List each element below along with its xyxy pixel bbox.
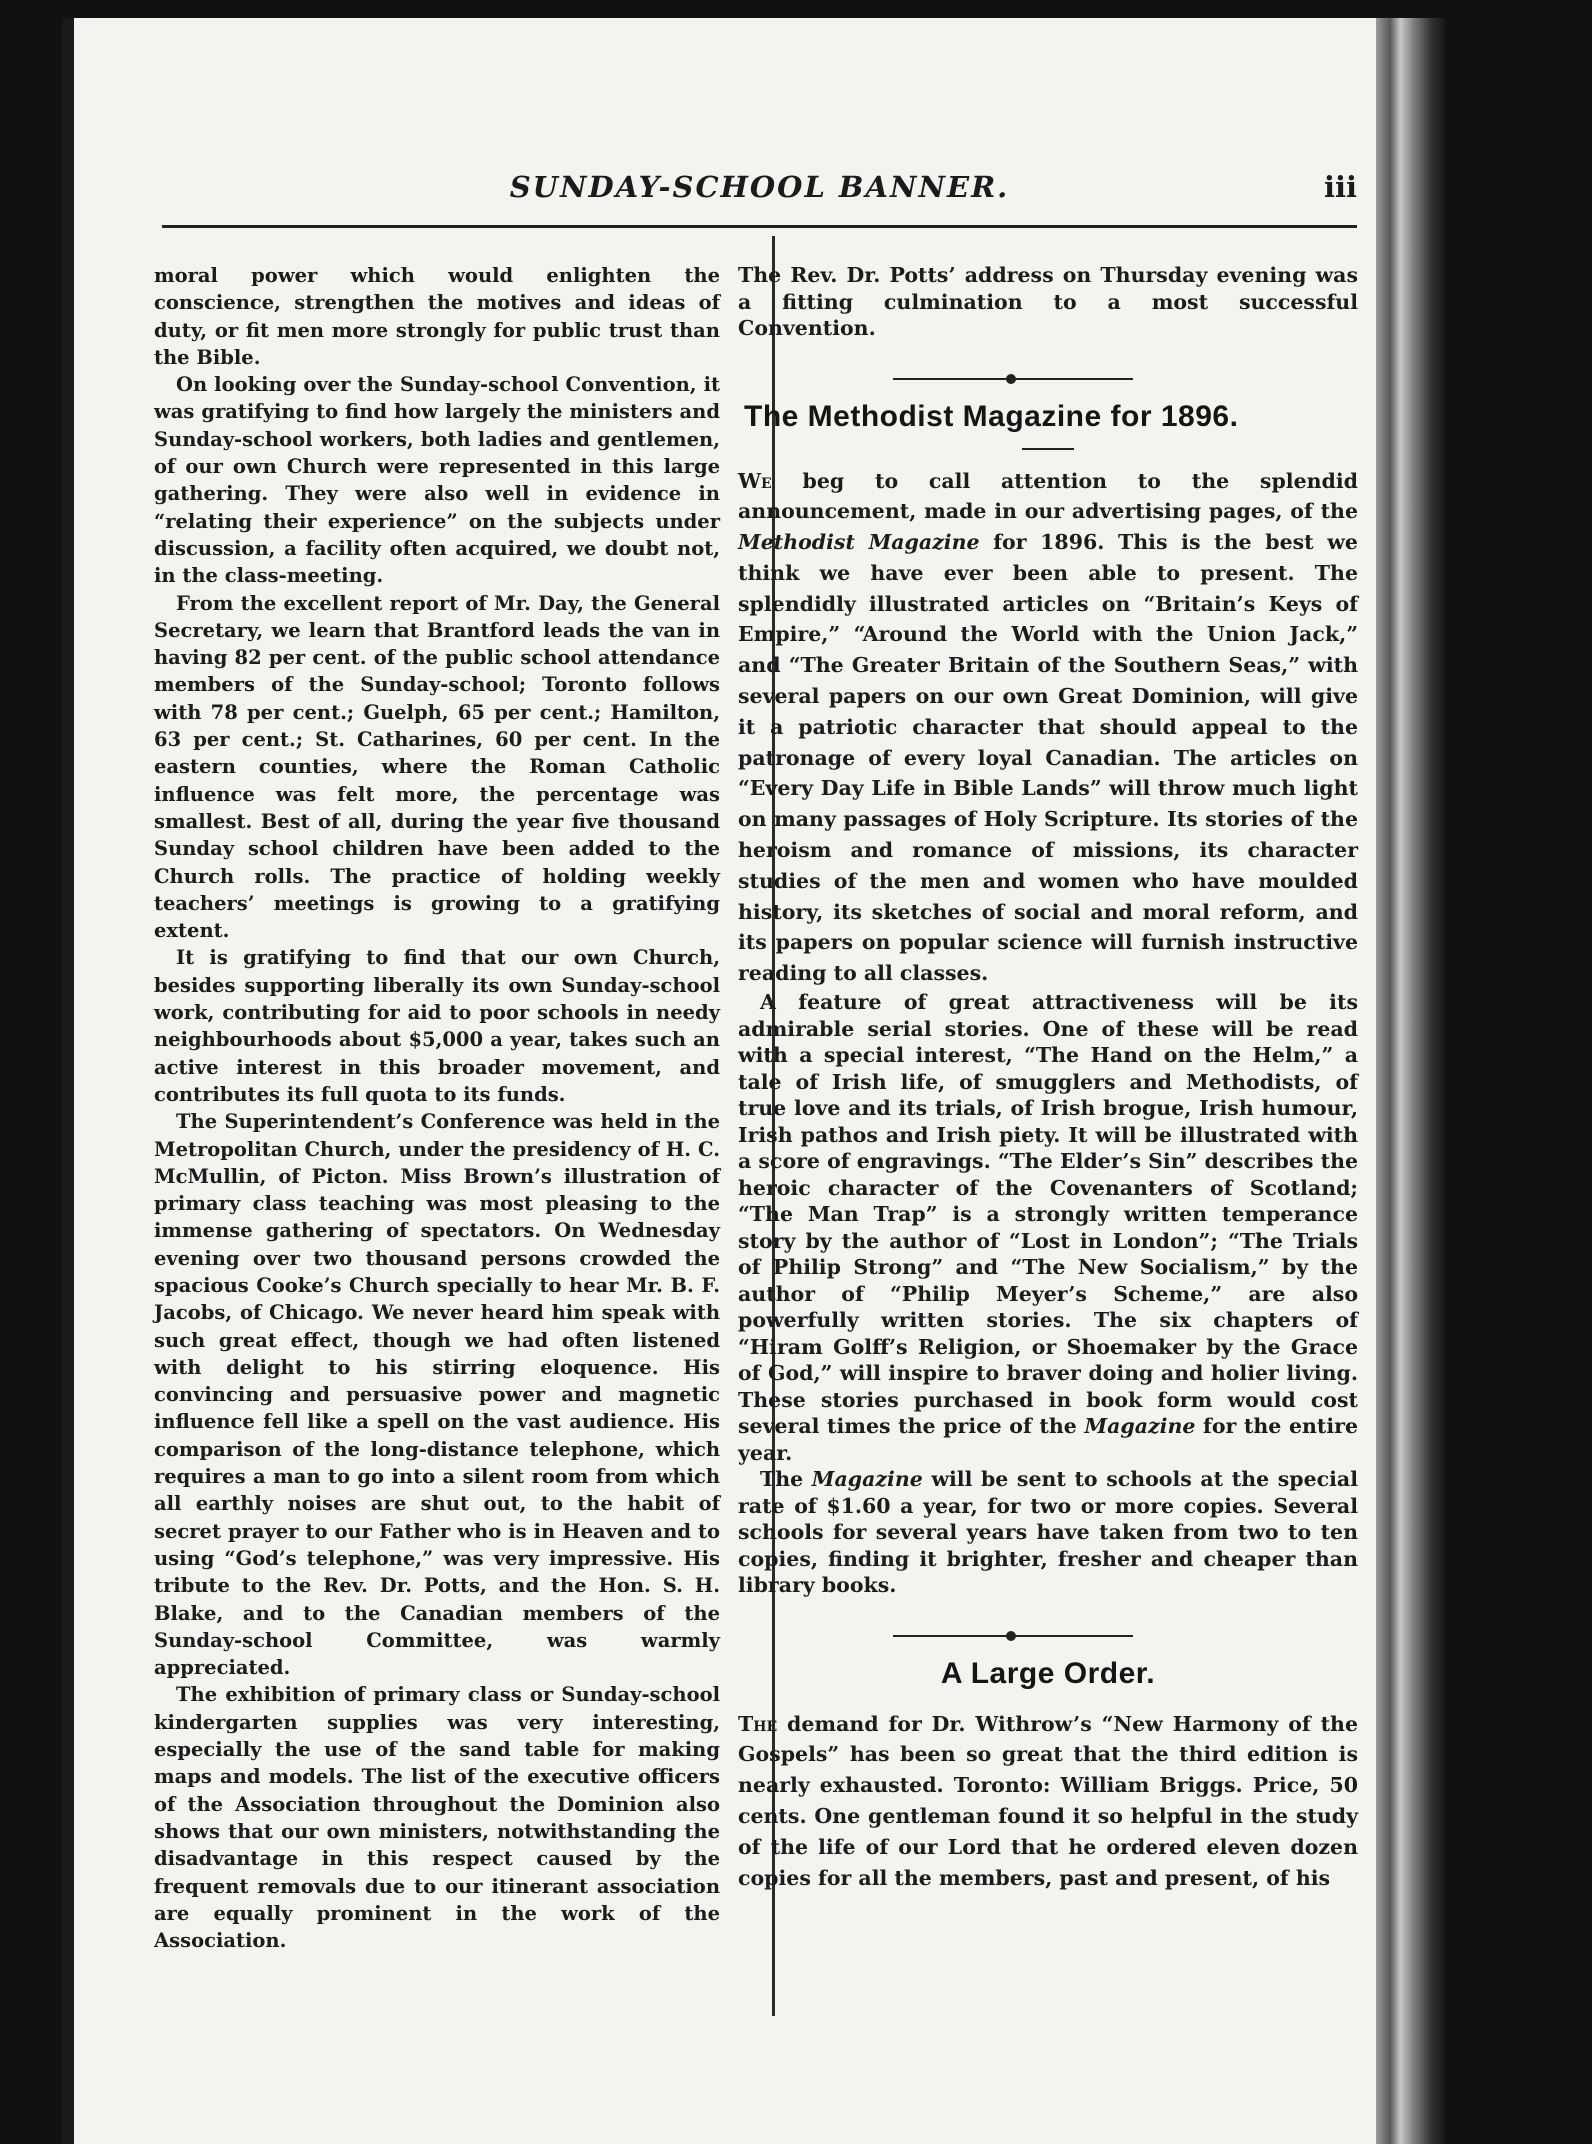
section1-paragraph-1: We beg to call attention to the splendid announcement, made in our advertising pages, of the Methodist Magazine for 1896. This is the best we think we have ever been able to present. The splendidly illustrated articles on “Britain’s Keys of Empire,” “Around the World with the Union Jack,” and “The Greater Britain of the Southern Seas,” with several papers on our own Great Dominion, will give it a patriotic character that should appeal to the patronage of every loyal Canadian. The articles on “Every Day Life in Bible Lands” will throw much light on many passages of Holy Scripture. Its stories of the heroism and romance of missions, its character studies of the men and women who have moulded history, its sketches of social and moral reform, and its papers on popular science will furnish instructive reading to all classes. <box>738 468 1358 986</box>
left-paragraph-6: The exhibition of primary class or Sunday-school kindergarten supplies was very interesting, especially the use of the sand table for making maps and models. The list of the executive officers of the Association throughout the Dominion also shows that our own ministers, notwithstanding the disadvantage in this respect caused by the frequent removals due to our itinerant association are equally prominent in the work of the Association. <box>154 1683 720 1953</box>
section1-paragraph-3: The Magazine will be sent to schools at the special rate of $1.60 a year, for two or more copies. Several schools for several years have taken from two to ten copies, finding it brighter, fresher and cheaper than library books. <box>738 1467 1358 1598</box>
book-page <box>62 18 1446 2144</box>
lead-word: The <box>738 1711 778 1736</box>
page-number: iii <box>1323 170 1357 204</box>
section2-paragraph-1: The demand for Dr. Withrow’s “New Harmony of the Gospels” has been so great that the third edition is nearly exhausted. Toronto: William Briggs. Price, 50 cents. One gentleman found it so helpful in the study of the life of our Lord that he ordered eleven dozen copies for all the members, past and present, of his <box>738 1711 1358 1890</box>
header-rule <box>162 225 1357 228</box>
section1-paragraph-2: A feature of great attractiveness will be its admirable serial stories. One of these will be read with a special interest, “The Hand on the Helm,” a tale of Irish life, of smugglers and Methodists, of true love and its trials, of Irish brogue, Irish humour, Irish pathos and Irish piety. It will be illustrated with a score of engravings. “The Elder’s Sin” describes the heroic character of the Covenanters of Scotland; “The Man Trap” is a strongly written temperance story by the author of “Lost in London”; “The Trials of Philip Strong” and “The New Socialism,” by the author of “Philip Meyer’s Scheme,” are also powerfully written stories. The six chapters of “Hiram Golff’s Religion, or Shoemaker by the Grace of God,” will inspire to braver doing and holier living. These stories purchased in book form would cost several times the price of the Magazine for the entire year. <box>738 990 1359 1465</box>
lead-word: We <box>738 468 772 493</box>
left-column <box>154 262 720 1954</box>
page-edge <box>1376 18 1446 2144</box>
left-paragraph-2: On looking over the Sunday-school Convention, it was gratifying to find how largely the ministers and Sunday-school workers, both ladies and gentlemen, of our own Church were represented in this large gathering. They were also well in evidence in “relating their experience” on the subjects under discussion, a facility often acquired, we doubt not, in the class-meeting. <box>154 373 720 588</box>
section-separator <box>738 364 1358 394</box>
right-column <box>738 262 1358 1893</box>
section-separator <box>738 1621 1358 1651</box>
left-paragraph-3: From the excellent report of Mr. Day, the General Secretary, we learn that Brantford leads the van in having 82 per cent. of the public school attendance members of the Sunday-school; Toronto follows with 78 per cent.; Guelph, 65 per cent.; Hamilton, 63 per cent.; St. Catharines, 60 per cent. In the eastern counties, where the Roman Catholic influence was felt more, the percentage was smallest. Best of all, during the year five thousand Sunday school children have been added to the Church rolls. The practice of holding weekly teachers’ meetings is growing to a gratifying extent. <box>154 591 720 943</box>
running-title: SUNDAY-SCHOOL BANNER. <box>509 170 1010 204</box>
left-paragraph-1: moral power which would enlighten the conscience, strengthen the motives and ideas of duty, or fit men more strongly for public trust than the Bible. <box>154 264 720 369</box>
magazine-title: Methodist Magazine <box>738 530 980 555</box>
page-gutter <box>62 18 74 2144</box>
intro-paragraph: The Rev. Dr. Potts’ address on Thursday evening was a fitting culmination to a most successful Convention. <box>738 263 1358 340</box>
section-heading: The Methodist Magazine for 1896. <box>744 399 1239 433</box>
left-paragraph-4: It is gratifying to find that our own Church, besides supporting liberally its own Sunday-school work, contributing for aid to poor schools in needy neighbourhoods about $5,000 a year, takes such an active interest in this broader movement, and contributes its full quota to its funds. <box>154 946 720 1106</box>
left-paragraph-5: The Superintendent’s Conference was held in the Metropolitan Church, under the presidency of H. C. McMullin, of Picton. Miss Brown’s illustration of primary class teaching was most pleasing to the immense gathering of spectators. On Wednesday evening over two thousand persons crowded the spacious Cooke’s Church specially to hear Mr. B. F. Jacobs, of Chicago. We never heard him speak with such great effect, though we had often listened with delight to his stirring eloquence. His convincing and persuasive power and magnetic influence fell like a spell on the vast audience. His comparison of the long-distance telephone, which requires a man to go into a silent room from which all earthly noises are shut out, to the habit of secret prayer to our Father who is in Heaven and to using “God’s telephone,” was very impressive. His tribute to the Rev. Dr. Potts, and the Hon. S. H. Blake, and to the Canadian members of the Sunday-school Committee, was warmly appreciated. <box>154 1110 720 1680</box>
heading-rule <box>1022 448 1074 450</box>
page-header <box>162 168 1357 208</box>
section-heading: A Large Order. <box>940 1656 1156 1690</box>
